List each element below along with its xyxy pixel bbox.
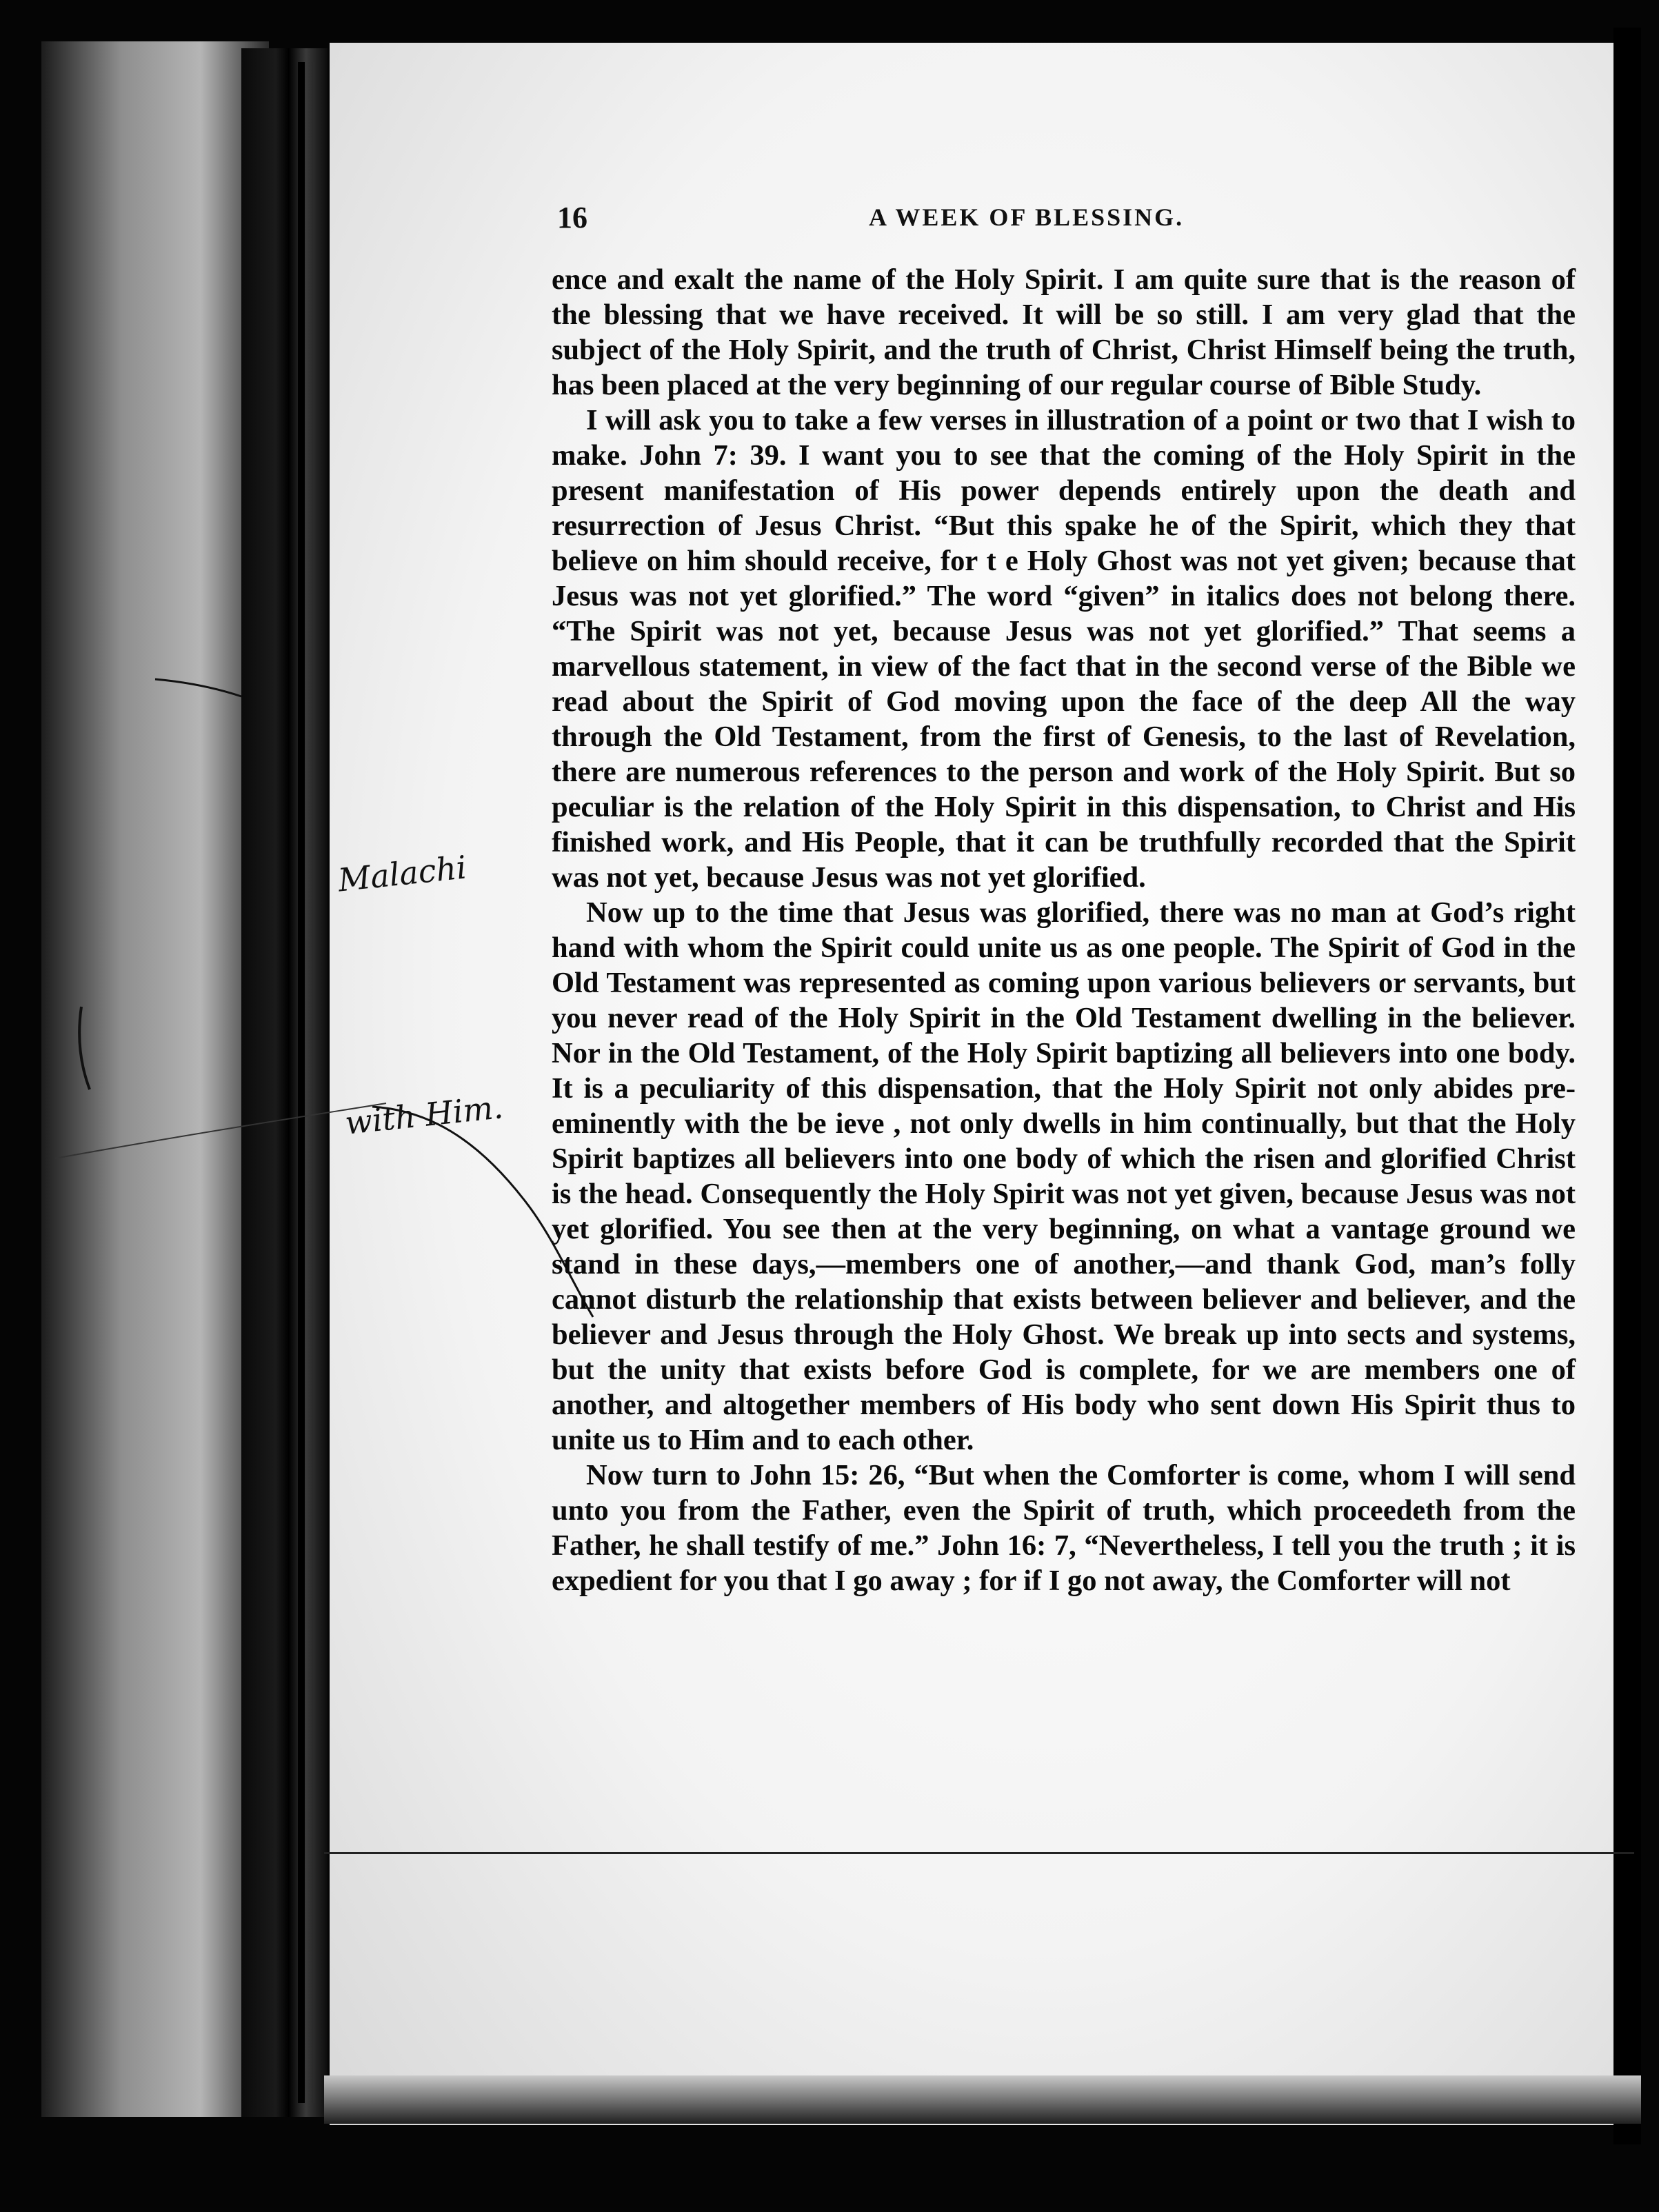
body-text — [552, 262, 1576, 1598]
margin-note-malachi: Malachi — [336, 848, 469, 899]
annotation-line-long — [55, 1103, 386, 1158]
running-header — [552, 200, 1572, 241]
paragraph: I will ask you to take a few verses in illustration of a point or two that I wish to make. John 7: 39. I want you to see that the coming of the Holy Spirit in the present manifestation of His power depends entirely upon the death and resurrection of Jesus Christ. “But this spake he of the Spirit, which they that believe on him should receive, for t e Holy Ghost was not yet given; because that Jesus was not yet glorified.” The word “given” in italics does not belong there. “The Spirit was not yet, because Jesus was not yet glorified.” That seems a marvellous statement, in view of the fact that in the second verse of the Bible we read about the Spirit of God moving upon the face of the deep All the way through the Old Testament, from the first of Genesis, to the last of Revelation, there are numerous references to the person and work of the Holy Spirit. But so peculiar is the relation of the Holy Spirit in this dispensation, to Christ and His finished work, and His People, that it can be truthfully recorded that the Spirit was not yet, because Jesus was not yet glorified. — [552, 404, 1576, 894]
paragraph: Now up to the time that Jesus was glorified, there was no man at God’s right hand with whom the Spirit could unite us as one people. The Spirit of God in the Old Testament was represented as coming upon various believers or servants, but you never read of the Holy Spirit in the Old Testament dwelling in the believer. Nor in the Old Testament, of the Holy Spirit baptizing all believers into one body. It is a peculiarity of this dispensation, that the Holy Spirit not only abides pre-eminently with the be ieve , not only dwells in him continually, but that the Holy Spirit baptizes all believers into one body of which the risen and glorified Christ is the head. Consequently the Holy Spirit was not yet given, because Jesus was not yet glorified. You see then at the very beginning, on what a vantage ground we stand in these days,—members one of another,—and thank God, man’s folly cannot disturb the relationship that exists between believer and believer, and the believer and Jesus through the Holy Ghost. We break up into sects and systems, but the unity that exists before God is complete, for we are members one of another, and altogether members of His body who sent down His Spirit thus to unite us to Him and to each other. — [552, 896, 1576, 1456]
annotation-curve-top — [155, 679, 241, 696]
paragraph: ence and exalt the name of the Holy Spirit. I am quite sure that is the reason of the blessing that we have received. It will be so still. I am very glad that the subject of the Holy Spirit, and the truth of Christ, Christ Himself being the truth, has been placed at the very beginning of our regular course of Bible Study. — [552, 263, 1576, 401]
running-title: A WEEK OF BLESSING. — [869, 203, 1185, 231]
margin-note-with-him: with Him. — [343, 1088, 505, 1142]
annotation-bracket-left — [79, 1007, 90, 1089]
page-number: 16 — [557, 201, 587, 234]
paragraph: Now turn to John 15: 26, “But when the Comforter is come, whom I will send unto you from the Father, even the Spirit of truth, which proceedeth from the Father, he shall testify of me.” John 16: 7, “Nevertheless, I tell you the truth ; it is expedient for you that I go away ; for if I go not away, the Comforter will not — [552, 1459, 1576, 1597]
scan-artifact-line — [324, 1852, 1634, 1854]
